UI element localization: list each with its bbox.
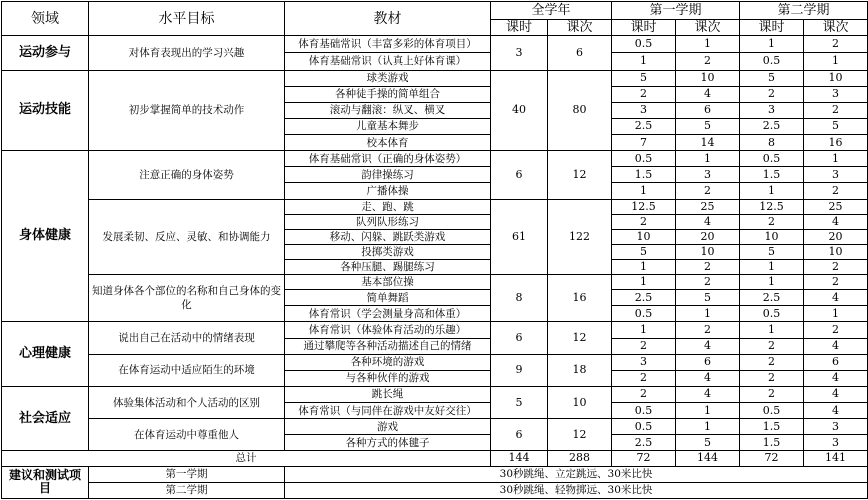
term1-lessons-cell: 3: [676, 167, 740, 183]
term2-hours-cell: 3: [740, 102, 804, 118]
term2-lessons-cell: 10: [804, 70, 868, 86]
term2-hours-cell: 10: [740, 229, 804, 244]
total-label: 总计: [2, 451, 491, 466]
term2-lessons-cell: 5: [804, 118, 868, 134]
term2-lessons-cell: 25: [804, 199, 868, 214]
term1-header: 第一学期: [612, 2, 740, 20]
term1-hours-cell: 1: [612, 275, 676, 290]
table-row: [2, 275, 868, 290]
year-lessons-cell: 10: [548, 386, 612, 418]
material-cell: 队列队形练习: [285, 214, 491, 229]
goal-cell: 发展柔韧、反应、灵敏、和协调能力: [89, 199, 285, 275]
term2-lessons-cell: 3: [804, 167, 868, 183]
material-cell: 投掷类游戏: [285, 244, 491, 259]
suggestion-row: [2, 466, 868, 482]
term2-hours-cell: 1: [740, 183, 804, 199]
term2-hours-cell: 0.5: [740, 306, 804, 322]
total-term2-lessons: 141: [804, 451, 868, 466]
teaching-plan-table: [1, 1, 868, 499]
term1-hours-cell: 2: [612, 338, 676, 354]
term1-hours-cell: 2.5: [612, 118, 676, 134]
material-cell: 游戏: [285, 419, 491, 435]
term2-lessons-cell: 4: [804, 214, 868, 229]
term2-hours-cell: 2.5: [740, 290, 804, 306]
term1-hours-cell: 0.5: [612, 306, 676, 322]
term1-lessons-cell: 4: [676, 214, 740, 229]
term1-lessons-cell: 1: [676, 306, 740, 322]
year-lessons-cell: 12: [548, 322, 612, 354]
material-cell: 滚动与翻滚：纵叉、横叉: [285, 102, 491, 118]
domain-cell: 心理健康: [2, 322, 89, 387]
material-cell: 球类游戏: [285, 70, 491, 86]
term1-hours-cell: 3: [612, 102, 676, 118]
material-cell: 各种环境的游戏: [285, 354, 491, 370]
term1-label: 第一学期: [89, 466, 285, 482]
domain-cell: 社会适应: [2, 386, 89, 451]
table-row: [2, 322, 868, 338]
term2-lessons-cell: 16: [804, 135, 868, 151]
term1-hours-cell: 5: [612, 244, 676, 259]
year-hours-cell: 8: [491, 275, 548, 322]
term1-lessons-cell: 1: [676, 36, 740, 53]
material-cell: 简单舞蹈: [285, 290, 491, 306]
term1-hours-cell: 2.5: [612, 290, 676, 306]
goal-cell: 知道身体各个部位的名称和自己身体的变化: [89, 275, 285, 322]
domain-header: 领域: [2, 2, 89, 36]
material-cell: 走、跑、跳: [285, 199, 491, 214]
material-cell: 各种压腿、踢腿练习: [285, 259, 491, 274]
term2-lessons-header: 课次: [804, 20, 868, 36]
year-lessons-cell: 80: [548, 70, 612, 151]
term2-lessons-cell: 4: [804, 370, 868, 386]
term2-hours-cell: 1: [740, 36, 804, 53]
term2-hours-cell: 8: [740, 135, 804, 151]
term2-lessons-cell: 20: [804, 229, 868, 244]
term1-hours-cell: 0.5: [612, 403, 676, 419]
material-cell: 体育常识（与同伴在游戏中友好交往）: [285, 403, 491, 419]
year-hours-cell: 61: [491, 199, 548, 275]
term1-lessons-cell: 10: [676, 70, 740, 86]
material-cell: 体育常识（学会测量身高和体重）: [285, 306, 491, 322]
material-cell: 韵律操练习: [285, 167, 491, 183]
material-cell: 体育基础常识（丰富多彩的体育项目）: [285, 36, 491, 53]
table-row: [2, 354, 868, 370]
term1-hours-cell: 1.5: [612, 167, 676, 183]
term2-hours-cell: 2.5: [740, 118, 804, 134]
term2-lessons-cell: 4: [804, 386, 868, 402]
material-cell: 通过攀爬等各种活动描述自己的情绪: [285, 338, 491, 354]
term1-hours-cell: 7: [612, 135, 676, 151]
suggestions-label: 建议和测试项目: [2, 466, 89, 498]
term1-lessons-cell: 4: [676, 370, 740, 386]
year-hours-cell: 6: [491, 151, 548, 199]
total-term2-hours: 72: [740, 451, 804, 466]
term1-hours-cell: 2: [612, 370, 676, 386]
term1-lessons-cell: 4: [676, 338, 740, 354]
term1-hours-cell: 5: [612, 70, 676, 86]
year-lessons-cell: 6: [548, 36, 612, 70]
term1-lessons-cell: 5: [676, 290, 740, 306]
domain-cell: 身体健康: [2, 151, 89, 322]
term2-hours-cell: 1: [740, 259, 804, 274]
term1-test-items: 30秒跳绳、立定跳远、30米比快: [285, 466, 868, 482]
term2-hours-cell: 2: [740, 386, 804, 402]
term2-lessons-cell: 10: [804, 244, 868, 259]
term2-lessons-cell: 1: [804, 151, 868, 167]
term2-hours-cell: 1.5: [740, 167, 804, 183]
total-year-hours: 144: [491, 451, 548, 466]
term1-lessons-cell: 6: [676, 354, 740, 370]
material-cell: 校本体育: [285, 135, 491, 151]
material-cell: 体育常识（体验体育活动的乐趣）: [285, 322, 491, 338]
year-hours-cell: 6: [491, 322, 548, 354]
term1-lessons-cell: 1: [676, 151, 740, 167]
term1-hours-cell: 1: [612, 259, 676, 274]
total-term1-lessons: 144: [676, 451, 740, 466]
term1-hours-cell: 0.5: [612, 36, 676, 53]
term1-hours-cell: 2: [612, 86, 676, 102]
goal-cell: 初步掌握简单的技术动作: [89, 70, 285, 151]
material-cell: 移动、闪躲、跳跃类游戏: [285, 229, 491, 244]
term2-lessons-cell: 3: [804, 86, 868, 102]
material-cell: 各种方式的体毽子: [285, 435, 491, 451]
material-cell: 各种徒手操的简单组合: [285, 86, 491, 102]
year-hours-cell: 40: [491, 70, 548, 151]
term2-hours-cell: 0.5: [740, 53, 804, 70]
term2-hours-cell: 2: [740, 338, 804, 354]
total-row: [2, 451, 868, 466]
year-header: 全学年: [491, 2, 612, 20]
term2-hours-cell: 0.5: [740, 151, 804, 167]
year-hours-cell: 3: [491, 36, 548, 70]
material-header: 教材: [285, 2, 491, 36]
term2-lessons-cell: 1: [804, 53, 868, 70]
goal-header: 水平目标: [89, 2, 285, 36]
term2-lessons-cell: 2: [804, 259, 868, 274]
term1-lessons-cell: 1: [676, 403, 740, 419]
total-year-lessons: 288: [548, 451, 612, 466]
term2-lessons-cell: 4: [804, 403, 868, 419]
term2-hours-cell: 2: [740, 370, 804, 386]
term1-lessons-cell: 5: [676, 118, 740, 134]
term2-hours-cell: 2: [740, 354, 804, 370]
term2-hours-cell: 1.5: [740, 419, 804, 435]
year-lessons-cell: 18: [548, 354, 612, 386]
term2-lessons-cell: 3: [804, 419, 868, 435]
term1-hours-cell: 1: [612, 53, 676, 70]
term2-lessons-cell: 6: [804, 354, 868, 370]
term2-lessons-cell: 1: [804, 306, 868, 322]
term1-lessons-cell: 4: [676, 386, 740, 402]
table-row: [2, 199, 868, 214]
term2-hours-cell: 1.5: [740, 435, 804, 451]
term1-lessons-cell: 25: [676, 199, 740, 214]
term2-hours-cell: 2: [740, 86, 804, 102]
term2-hours-cell: 0.5: [740, 403, 804, 419]
table-row: [2, 151, 868, 167]
term1-lessons-cell: 1: [676, 419, 740, 435]
table-row: [2, 36, 868, 53]
term1-lessons-cell: 2: [676, 183, 740, 199]
total-term1-hours: 72: [612, 451, 676, 466]
term1-lessons-cell: 4: [676, 86, 740, 102]
term2-hours-cell: 12.5: [740, 199, 804, 214]
term2-header: 第二学期: [740, 2, 868, 20]
term2-lessons-cell: 2: [804, 102, 868, 118]
table-row: [2, 419, 868, 435]
term1-lessons-cell: 20: [676, 229, 740, 244]
header-row: [2, 2, 868, 20]
goal-cell: 在体育运动中尊重他人: [89, 419, 285, 451]
term2-hours-cell: 5: [740, 70, 804, 86]
table-row: [2, 386, 868, 402]
term1-lessons-cell: 10: [676, 244, 740, 259]
term2-hours-cell: 1: [740, 275, 804, 290]
goal-cell: 注意正确的身体姿势: [89, 151, 285, 199]
year-hours-cell: 9: [491, 354, 548, 386]
term1-hours-cell: 1: [612, 322, 676, 338]
term1-hours-cell: 0.5: [612, 151, 676, 167]
term2-test-items: 30秒跳绳、轻物掷远、30米比快: [285, 482, 868, 498]
term1-lessons-header: 课次: [676, 20, 740, 36]
term1-lessons-cell: 2: [676, 275, 740, 290]
domain-cell: 运动参与: [2, 36, 89, 70]
material-cell: 体育基础常识（认真上好体育课）: [285, 53, 491, 70]
term1-hours-cell: 3: [612, 354, 676, 370]
term2-hours-cell: 2: [740, 214, 804, 229]
term2-lessons-cell: 3: [804, 435, 868, 451]
year-hours-cell: 6: [491, 419, 548, 451]
term1-lessons-cell: 2: [676, 259, 740, 274]
term1-hours-header: 课时: [612, 20, 676, 36]
material-cell: 体育基础常识（正确的身体姿势）: [285, 151, 491, 167]
goal-cell: 对体育表现出的学习兴趣: [89, 36, 285, 70]
term1-lessons-cell: 5: [676, 435, 740, 451]
term1-lessons-cell: 2: [676, 53, 740, 70]
term1-hours-cell: 2: [612, 214, 676, 229]
term1-hours-cell: 0.5: [612, 419, 676, 435]
table-row: [2, 70, 868, 86]
term1-lessons-cell: 6: [676, 102, 740, 118]
goal-cell: 体验集体活动和个人活动的区别: [89, 386, 285, 418]
year-hours-cell: 5: [491, 386, 548, 418]
term1-lessons-cell: 2: [676, 322, 740, 338]
term1-hours-cell: 12.5: [612, 199, 676, 214]
year-hours-header: 课时: [491, 20, 548, 36]
term2-lessons-cell: 2: [804, 36, 868, 53]
term2-hours-cell: 1: [740, 322, 804, 338]
year-lessons-cell: 16: [548, 275, 612, 322]
suggestion-row: [2, 482, 868, 498]
term2-hours-cell: 5: [740, 244, 804, 259]
material-cell: 跳长绳: [285, 386, 491, 402]
material-cell: 与各种伙伴的游戏: [285, 370, 491, 386]
term2-lessons-cell: 2: [804, 322, 868, 338]
term1-hours-cell: 2.5: [612, 435, 676, 451]
term2-lessons-cell: 2: [804, 275, 868, 290]
term2-lessons-cell: 2: [804, 183, 868, 199]
term1-hours-cell: 2: [612, 386, 676, 402]
domain-cell: 运动技能: [2, 70, 89, 151]
goal-cell: 说出自己在活动中的情绪表现: [89, 322, 285, 354]
year-lessons-cell: 12: [548, 151, 612, 199]
term2-lessons-cell: 4: [804, 338, 868, 354]
term1-hours-cell: 10: [612, 229, 676, 244]
term1-hours-cell: 1: [612, 183, 676, 199]
material-cell: 基本部位操: [285, 275, 491, 290]
material-cell: 儿童基本舞步: [285, 118, 491, 134]
goal-cell: 在体育运动中适应陌生的环境: [89, 354, 285, 386]
term1-lessons-cell: 14: [676, 135, 740, 151]
year-lessons-cell: 12: [548, 419, 612, 451]
year-lessons-header: 课次: [548, 20, 612, 36]
term2-lessons-cell: 4: [804, 290, 868, 306]
term2-label: 第二学期: [89, 482, 285, 498]
year-lessons-cell: 122: [548, 199, 612, 275]
term2-hours-header: 课时: [740, 20, 804, 36]
material-cell: 广播体操: [285, 183, 491, 199]
